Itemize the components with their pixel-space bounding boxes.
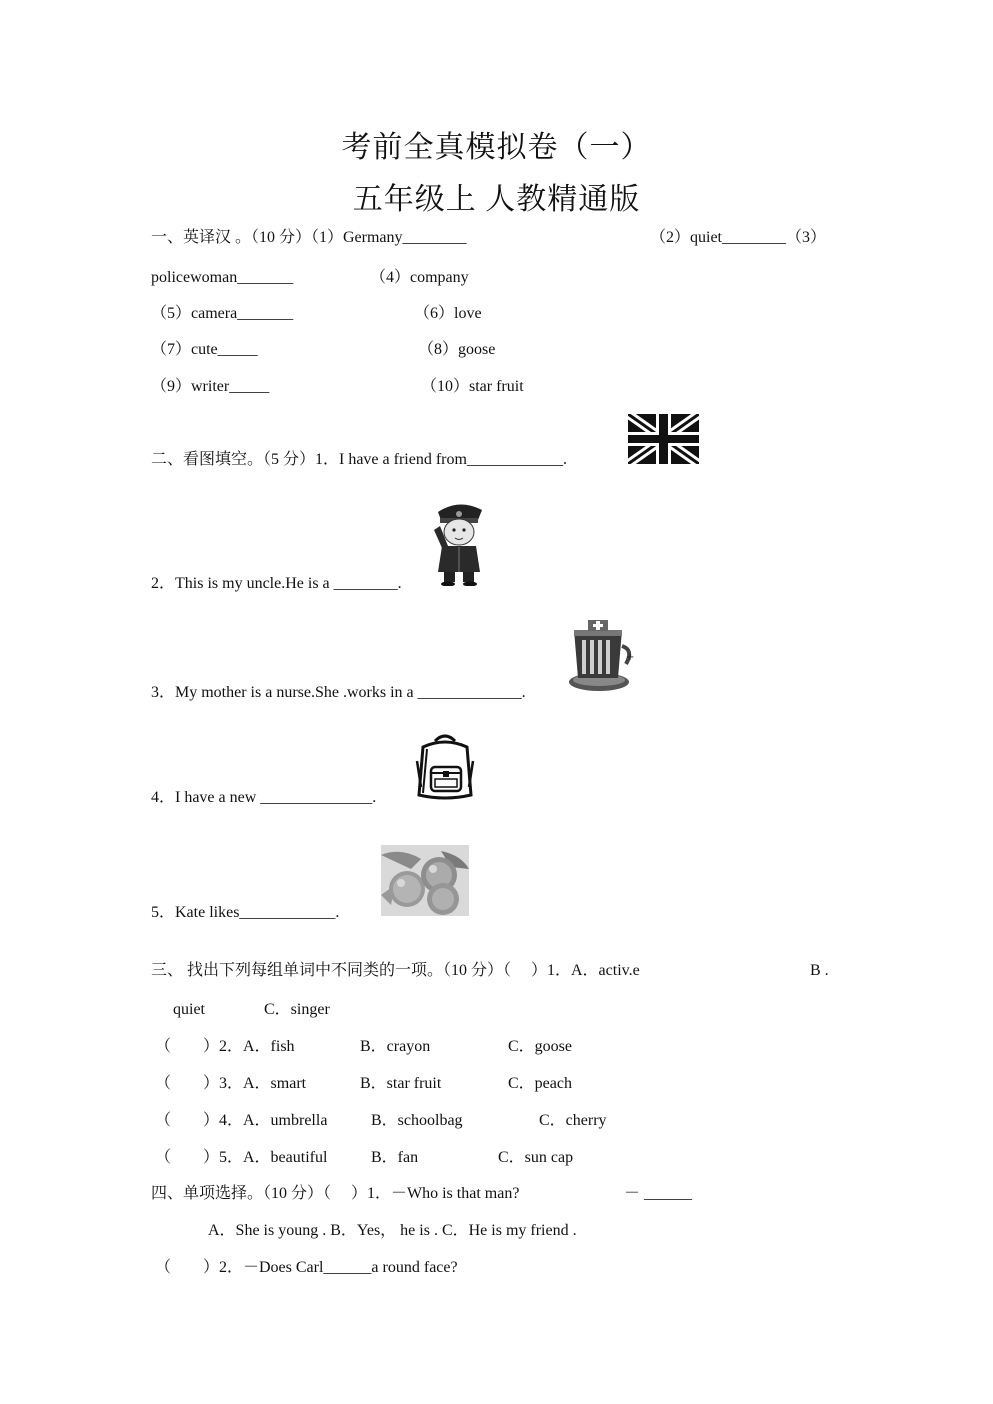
part1-item3: policewoman_______ (151, 269, 294, 286)
part3-heading: 三、 找出下列每组单词中不同类的一项。（10 分）（ ）1．A．activ.e (151, 962, 640, 979)
part4-q1-dash: － ______ (624, 1185, 693, 1202)
part1-item8: （8）goose (418, 341, 496, 358)
page-title: 考前全真模拟卷（一） (341, 131, 652, 164)
part3-q4-b: B．schoolbag (371, 1112, 463, 1129)
part2-heading: 二、看图填空。（5 分）1．I have a friend from____________. (151, 451, 567, 468)
hospital-building-icon (566, 616, 636, 694)
police-officer-icon (426, 500, 492, 586)
part3-q5-b: B．fan (371, 1149, 419, 1166)
schoolbag-icon (413, 731, 477, 803)
part1-item10: （10）star fruit (421, 378, 524, 395)
part1-heading: 一、英译汉 。（10 分）（1）Germany________ (151, 229, 467, 246)
part1-item9: （9）writer_____ (151, 378, 270, 395)
part1-item5: （5）camera_______ (151, 305, 294, 322)
svg-text:+: + (626, 652, 635, 663)
part1-item6: （6）love (414, 305, 482, 322)
peaches-photo (381, 845, 469, 916)
part2-q2: 2．This is my uncle.He is a ________. (151, 575, 402, 592)
part3-q1-option-c: C．singer (264, 1001, 330, 1018)
part2-q5: 5．Kate likes____________. (151, 904, 340, 921)
part1-item7: （7）cute_____ (151, 341, 258, 358)
part4-heading: 四、单项选择。（10 分）（ ）1．－Who is that man? (151, 1185, 520, 1202)
part3-q1-option-b-word: quiet (173, 1001, 205, 1018)
page-subtitle: 五年级上 人教精通版 (352, 183, 641, 216)
part4-q2: （ ）2．－Does Carl______a round face? (155, 1259, 458, 1276)
part1-item4: （4）company (370, 269, 469, 286)
part3-q3-c: C．peach (508, 1075, 572, 1092)
uk-flag-icon (628, 414, 699, 464)
part3-q2-b: B．crayon (360, 1038, 431, 1055)
part3-q1-option-b: B . (810, 962, 829, 979)
part4-q1-options: A．She is young . B．Yes， he is . C．He is my friend . (208, 1222, 577, 1239)
part3-q3-b: B．star fruit (360, 1075, 442, 1092)
part3-q5-a: （ ）5．A．beautiful (155, 1149, 328, 1166)
part3-q3-a: （ ）3．A．smart (155, 1075, 307, 1092)
part3-q5-c: C．sun cap (498, 1149, 574, 1166)
part1-item2: （2）quiet________（3） (650, 229, 826, 246)
part3-q4-c: C．cherry (539, 1112, 607, 1129)
part3-q4-a: （ ）4．A．umbrella (155, 1112, 328, 1129)
part2-q3: 3．My mother is a nurse.She .works in a _____________. (151, 684, 526, 701)
part3-q2-c: C．goose (508, 1038, 573, 1055)
part2-q4: 4．I have a new ______________. (151, 789, 377, 806)
part3-q2-a: （ ）2．A．fish (155, 1038, 295, 1055)
